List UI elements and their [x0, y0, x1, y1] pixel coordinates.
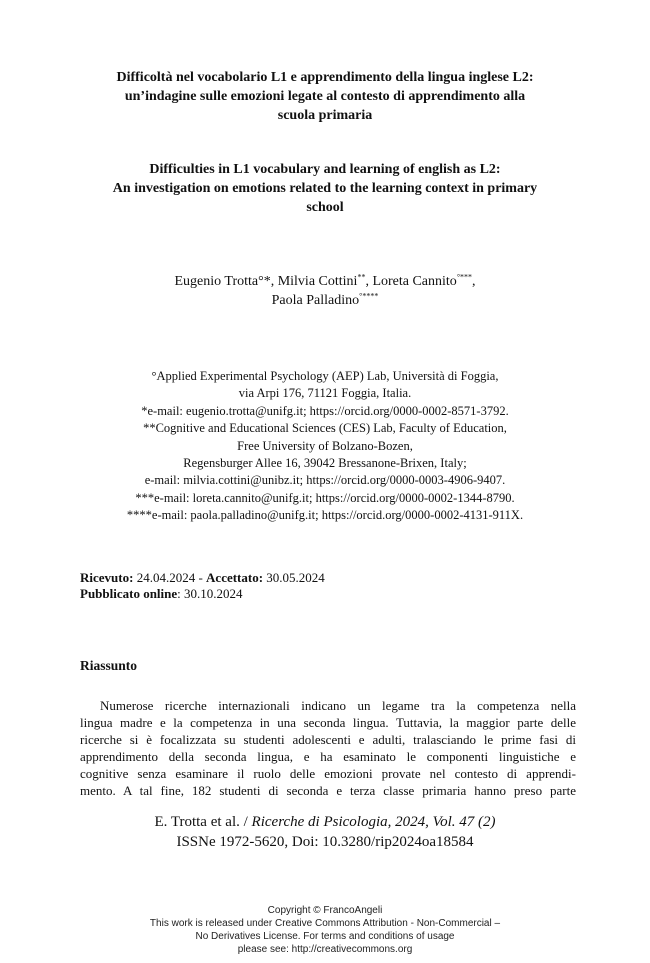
italian-title-line: un’indagine sulle emozioni legate al contesto di apprendimento alla — [124, 89, 526, 104]
journal-citation — [60, 812, 590, 852]
author-mark: ** — [357, 272, 366, 282]
journal-name: Ricerche di Psicologia, 2024, Vol. 47 (2) — [251, 814, 496, 830]
author-mark: °**** — [359, 291, 379, 301]
received-date: 24.04.2024 - — [133, 570, 207, 585]
italian-title — [60, 68, 590, 125]
accepted-date: 30.05.2024 — [263, 570, 325, 585]
online-line — [80, 586, 325, 602]
abstract-heading: Riassunto — [80, 658, 138, 673]
abstract-line: mento. A tal fine, 182 studenti di seconda e terza classe primaria hanno preso parte — [80, 783, 576, 798]
received-label: Ricevuto: — [80, 570, 134, 585]
author-line-1 — [60, 272, 590, 291]
license-notice — [60, 904, 590, 956]
abstract-line: Numerose ricerche internazionali indicano un legame tra la competenza nella — [100, 698, 576, 713]
author-name: Paola Palladino — [271, 293, 360, 308]
online-date: : 30.10.2024 — [177, 586, 243, 601]
copyright-line: Copyright © FrancoAngeli — [267, 905, 383, 916]
online-label: Pubblicato online — [80, 586, 178, 601]
author-name: Eugenio Trotta°*, — [174, 274, 278, 289]
english-title-line: school — [306, 200, 344, 215]
affiliation-line: ***e-mail: loreta.cannito@unifg.it; https://orcid.org/0000-0002-1344-8790. — [135, 490, 515, 505]
author-name: Milvia Cottini — [277, 274, 358, 289]
accepted-label: Accettato: — [206, 570, 264, 585]
affiliation-line: °Applied Experimental Psychology (AEP) Lab, Università di Foggia, — [151, 369, 499, 383]
abstract-line: cognitive senza esaminare il ruolo delle emozioni provate nel contesto di apprendi- — [80, 766, 576, 781]
issn-doi: ISSNe 1972-5620, Doi: 10.3280/rip2024oa18584 — [176, 834, 474, 850]
english-title-line: An investigation on emotions related to the learning context in primary — [112, 181, 538, 196]
affiliation-line: ****e-mail: paola.palladino@unifg.it; https://orcid.org/0000-0002-4131-911X. — [126, 508, 524, 523]
author-mark: °*** — [456, 272, 473, 282]
affiliation-line: via Arpi 176, 71121 Foggia, Italia. — [238, 386, 412, 401]
affiliation-line: *e-mail: eugenio.trotta@unifg.it; https://orcid.org/0000-0002-8571-3792. — [141, 403, 509, 418]
abstract-line: lingua madre e la competenza in una seconda lingua. Tuttavia, la maggior parte delle — [80, 715, 576, 730]
citation-authors: E. Trotta et al. / — [154, 814, 252, 830]
affiliation-line: Regensburger Allee 16, 39042 Bressanone-Brixen, Italy; — [183, 456, 467, 471]
received-accepted-line — [80, 570, 325, 586]
abstract-body — [80, 697, 576, 799]
affiliation-line: **Cognitive and Educational Sciences (CES) Lab, Faculty of Education, — [143, 421, 507, 436]
affiliations — [40, 368, 610, 525]
author-separator: , — [472, 274, 476, 289]
affiliation-line: e-mail: milvia.cottini@unibz.it; https://orcid.org/0000-0003-4906-9407. — [144, 473, 506, 488]
affiliation-line: Free University of Bolzano-Bozen, — [237, 438, 413, 453]
italian-title-line: scuola primaria — [277, 108, 373, 123]
abstract-line: apprendimento della seconda lingua, e ha esaminato le componenti linguistiche e — [80, 749, 576, 764]
publication-dates — [80, 570, 325, 602]
abstract-line: ricerche si è focalizzata su studenti adolescenti e adulti, tralasciando le prime fasi di — [80, 732, 576, 747]
author-name: , Loreta Cannito — [365, 274, 457, 289]
author-line-2 — [60, 291, 590, 310]
english-title — [60, 160, 590, 217]
english-title-line: Difficulties in L1 vocabulary and learning of english as L2: — [149, 162, 501, 177]
license-line: This work is released under Creative Commons Attribution - Non-Commercial – — [149, 918, 501, 929]
author-list — [60, 272, 590, 310]
license-link-line: please see: http://creativecommons.org — [237, 944, 413, 955]
license-line: No Derivatives License. For terms and conditions of usage — [195, 931, 455, 942]
italian-title-line: Difficoltà nel vocabolario L1 e apprendimento della lingua inglese L2: — [116, 70, 534, 85]
journal-line — [60, 812, 590, 832]
